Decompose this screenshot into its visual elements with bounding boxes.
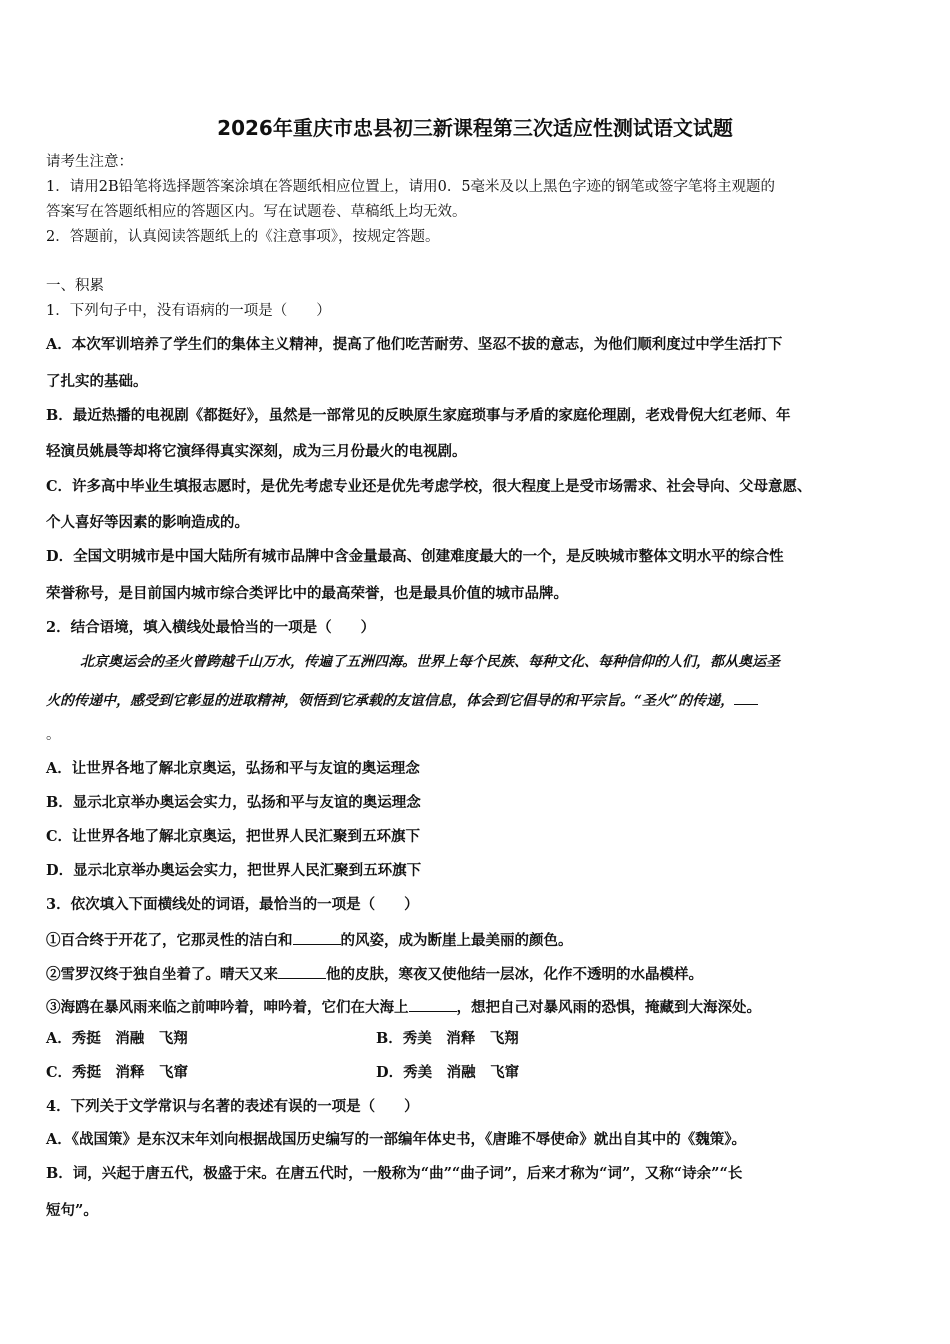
sentence-2-part-2: 他的皮肤，寒夜又使他结一层冰，化作不透明的水晶模样。 xyxy=(326,966,703,983)
question-1-option-b-line-1: B．最近热播的电视剧《都挺好》，虽然是一部常见的反映原生家庭琐事与矛盾的家庭伦理剧，老戏骨倪大红老师、年 xyxy=(46,407,791,424)
question-1-stem: 1．下列句子中，没有语病的一项是（ ） xyxy=(46,303,331,319)
question-3-stem: 3．依次填入下面横线处的词语，最恰当的一项是（ ） xyxy=(46,896,419,913)
question-1-option-c-line-2: 个人喜好等因素的影响造成的。 xyxy=(46,514,249,531)
question-4-option-b-line-2: 短句”。 xyxy=(46,1202,98,1219)
answer-blank xyxy=(293,930,341,945)
question-1-option-d-line-2: 荣誉称号，是目前国内城市综合类评比中的最高荣誉，也是最具价值的城市品牌。 xyxy=(46,585,568,602)
sentence-1-part-1: ①百合终于开花了，它那灵性的洁白和 xyxy=(46,932,293,949)
question-3-sentence-3 xyxy=(46,997,761,1017)
question-2-option-b: B．显示北京举办奥运会实力，弘扬和平与友谊的奥运理念 xyxy=(46,794,421,811)
answer-blank xyxy=(734,690,758,705)
sentence-1-part-2: 的风姿，成为断崖上最美丽的颜色。 xyxy=(340,932,573,949)
sentence-3-part-2: ，想把自己对暴风雨的恐惧，掩藏到大海深处。 xyxy=(456,999,761,1016)
question-3-sentence-2 xyxy=(46,964,703,984)
page-title: 2026年重庆市忠县初三新课程第三次适应性测试语文试题 xyxy=(217,116,733,140)
question-1-option-a-line-2: 了扎实的基础。 xyxy=(46,373,148,390)
question-4-option-b-line-1: B．词，兴起于唐五代，极盛于宋。在唐五代时，一般称为“曲”“曲子词”，后来才称为“词”，又称“诗余”“长 xyxy=(46,1165,743,1182)
question-2-option-a: A．让世界各地了解北京奥运，弘扬和平与友谊的奥运理念 xyxy=(46,760,420,777)
sentence-2-part-1: ②雪罗汉终于独自坐着了。晴天又来 xyxy=(46,966,278,983)
question-3-sentence-1 xyxy=(46,930,573,950)
notice-item-1-line-2: 答案写在答题纸相应的答题区内。写在试题卷、草稿纸上均无效。 xyxy=(46,204,467,220)
question-2-passage-line-2-text: 火的传递中，感受到它彰显的进取精神，领悟到它承载的友谊信息，体会到它倡导的和平宗旨。“圣火”的传递， xyxy=(46,693,735,709)
question-3-option-b: B．秀美 消释 飞翔 xyxy=(376,1030,519,1047)
question-4-option-a: A．《战国策》是东汉末年刘向根据战国历史编写的一部编年体史书，《唐雎不辱使命》就出自其中的《魏策》。 xyxy=(46,1131,746,1148)
question-2-passage-line-3: 。 xyxy=(46,727,61,743)
question-3-option-c: C．秀挺 消释 飞窜 xyxy=(46,1064,189,1081)
answer-blank xyxy=(278,964,326,979)
question-3-option-d: D．秀美 消融 飞窜 xyxy=(376,1064,520,1081)
question-1-option-c-line-1: C．许多高中毕业生填报志愿时，是优先考虑专业还是优先考虑学校，很大程度上是受市场需求、社会导向、父母意愿、 xyxy=(46,478,812,495)
question-3-option-a: A．秀挺 消融 飞翔 xyxy=(46,1030,188,1047)
notice-item-1-line-1: 1．请用2B铅笔将选择题答案涂填在答题纸相应位置上，请用0．5毫米及以上黑色字迹的钢笔或签字笔将主观题的 xyxy=(46,179,776,195)
question-2-passage-line-1: 北京奥运会的圣火曾跨越千山万水，传遍了五洲四海。世界上每个民族、每种文化、每种信仰的人们，都从奥运圣 xyxy=(80,654,780,670)
notice-item-2: 2．答题前，认真阅读答题纸上的《注意事项》，按规定答题。 xyxy=(46,229,440,245)
question-2-passage-line-2 xyxy=(46,690,758,710)
question-2-option-c: C．让世界各地了解北京奥运，把世界人民汇聚到五环旗下 xyxy=(46,828,421,845)
question-4-stem: 4．下列关于文学常识与名著的表述有误的一项是（ ） xyxy=(46,1098,419,1115)
sentence-3-part-1: ③海鸥在暴风雨来临之前呻吟着，呻吟着，它们在大海上 xyxy=(46,999,409,1016)
question-2-option-d: D．显示北京举办奥运会实力，把世界人民汇聚到五环旗下 xyxy=(46,862,422,879)
notice-heading: 请考生注意： xyxy=(46,154,133,170)
section-heading: 一、积累 xyxy=(46,278,104,294)
question-1-option-d-line-1: D．全国文明城市是中国大陆所有城市品牌中含金量最高、创建难度最大的一个，是反映城市整体文明水平的综合性 xyxy=(46,548,784,565)
question-1-option-b-line-2: 轻演员姚晨等却将它演绎得真实深刻，成为三月份最火的电视剧。 xyxy=(46,443,467,460)
answer-blank xyxy=(409,997,457,1012)
question-2-stem: 2．结合语境，填入横线处最恰当的一项是（ ） xyxy=(46,619,376,636)
question-1-option-a-line-1: A．本次军训培养了学生们的集体主义精神，提高了他们吃苦耐劳、坚忍不拔的意志，为他们顺利度过中学生活打下 xyxy=(46,336,783,353)
